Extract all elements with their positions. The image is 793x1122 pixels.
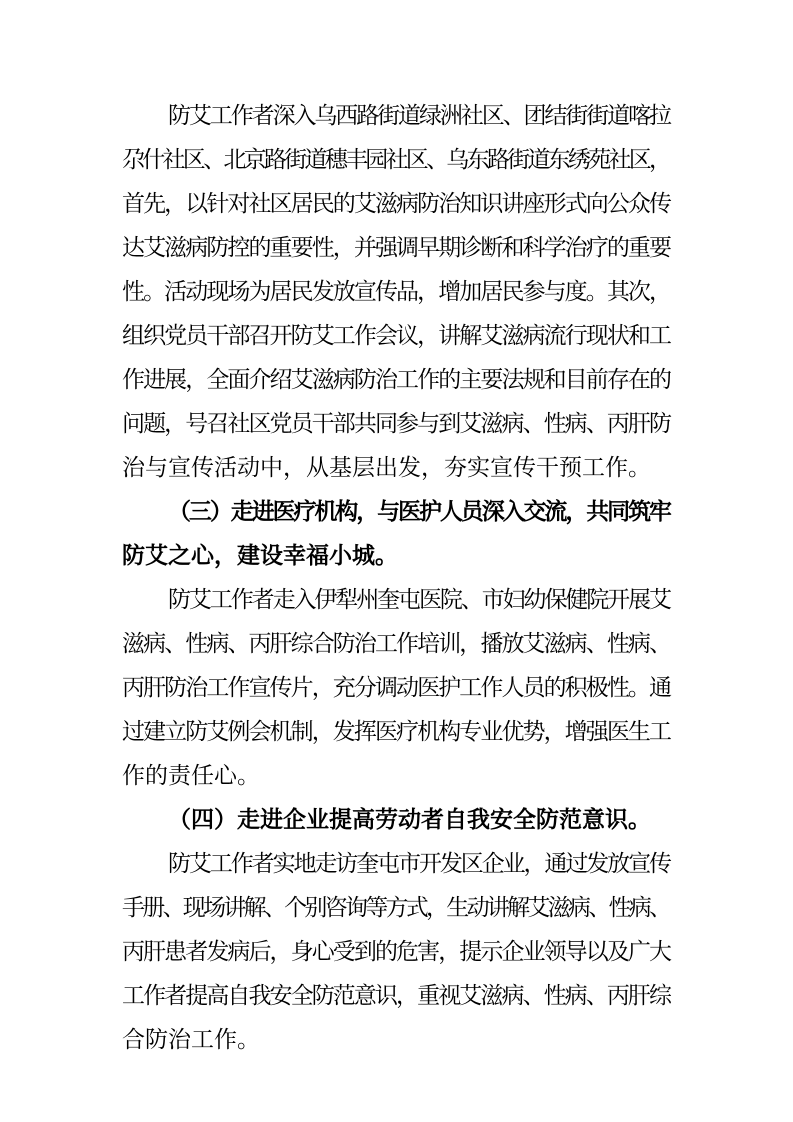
paragraph-text: 问题，号召社区党员干部共同参与到艾滋病、性病、丙肝防 (122, 411, 671, 437)
section-heading-3: （三）走进医疗机构，与医护人员深入交流，共同筑牢 (168, 498, 670, 525)
paragraph-line (0, 404, 793, 444)
paragraph-line (0, 1020, 793, 1060)
paragraph-line (0, 272, 793, 312)
paragraph-text: 过建立防艾例会机制，发挥医疗机构专业优势，增强医生工 (122, 719, 671, 745)
paragraph-text: 工作者提高自我安全防范意识，重视艾滋病、性病、丙肝综 (122, 983, 671, 1009)
paragraph-text: 丙肝患者发病后，身心受到的危害，提示企业领导以及广大 (122, 939, 671, 965)
paragraph-line (0, 448, 793, 488)
paragraph-line (0, 228, 793, 268)
paragraph-line (0, 360, 793, 400)
paragraph-text: 性。活动现场为居民发放宣传品，增加居民参与度。其次， (122, 279, 671, 305)
paragraph-text: 达艾滋病防控的重要性，并强调早期诊断和科学治疗的重要 (122, 235, 671, 261)
section-heading-line (0, 800, 793, 840)
paragraph-text: 首先，以针对社区居民的艾滋病防治知识讲座形式向公众传 (122, 191, 671, 217)
paragraph-line (0, 712, 793, 752)
paragraph-line (0, 844, 793, 884)
paragraph-text: 合防治工作。 (122, 1027, 260, 1053)
paragraph-line (0, 888, 793, 928)
paragraph-text: 手册、现场讲解、个别咨询等方式，生动讲解艾滋病、性病、 (122, 895, 670, 921)
paragraph-text: 防艾工作者实地走访奎屯市开发区企业，通过发放宣传 (168, 851, 670, 877)
paragraph-line (0, 316, 793, 356)
section-heading-line (0, 492, 793, 532)
paragraph-line (0, 976, 793, 1016)
paragraph-text: 治与宣传活动中，从基层出发，夯实宣传干预工作。 (122, 455, 651, 481)
section-heading-line (0, 536, 793, 576)
paragraph-text: 作的责任心。 (122, 763, 260, 789)
paragraph-text: 组织党员干部召开防艾工作会议，讲解艾滋病流行现状和工 (122, 323, 671, 349)
paragraph-text: 作进展，全面介绍艾滋病防治工作的主要法规和目前存在的 (122, 367, 671, 393)
paragraph-line (0, 96, 793, 136)
paragraph-text: 尕什社区、北京路街道穗丰园社区、乌东路街道东绣苑社区， (122, 147, 670, 173)
paragraph-line (0, 184, 793, 224)
paragraph-line (0, 756, 793, 796)
paragraph-text: 丙肝防治工作宣传片，充分调动医护工作人员的积极性。通 (122, 675, 671, 701)
paragraph-line (0, 624, 793, 664)
paragraph-line (0, 932, 793, 972)
section-heading-3-continued: 防艾之心，建设幸福小城。 (122, 542, 398, 569)
paragraph-text: 防艾工作者深入乌西路街道绿洲社区、团结街街道喀拉 (168, 103, 670, 129)
paragraph-line (0, 140, 793, 180)
paragraph-text: 防艾工作者走入伊犁州奎屯医院、市妇幼保健院开展艾 (168, 587, 670, 613)
paragraph-text: 滋病、性病、丙肝综合防治工作培训，播放艾滋病、性病、 (122, 631, 671, 657)
paragraph-line (0, 580, 793, 620)
section-heading-4: （四）走进企业提高劳动者自我安全防范意识。 (168, 806, 651, 833)
paragraph-line (0, 668, 793, 708)
